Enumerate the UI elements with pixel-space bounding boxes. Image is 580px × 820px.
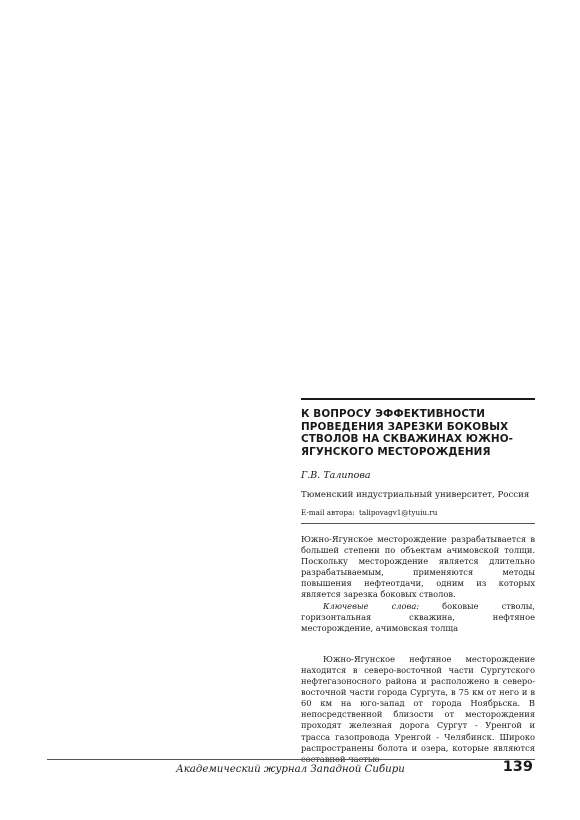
body-paragraph: Южно-Ягунское нефтяное месторождение находится в северо-восточной части Сургутского нефтегазоносного района и расположено в северо-восточной части города Сургута, в 75 км от него и в 60 км на юго-запад от города Ноябрьска. В непосредственной близости от месторождения проходят железная дорога Сургут - Уренгой и трасса газопровода Уренгой - Челябинск. Широко распространены болота и озера, которые являются bbox=[301, 653, 535, 753]
keywords-text: боковые стволы, горизонтальная скважина, нефтяное месторождение, ачимовская толща bbox=[301, 600, 535, 633]
journal-name: Академический журнал Западной Сибири bbox=[176, 764, 405, 775]
title-top-rule bbox=[301, 398, 535, 400]
article-title: К ВОПРОСУ ЭФФЕКТИВНОСТИ ПРОВЕДЕНИЯ ЗАРЕЗКИ БОКОВЫХ СТВОЛОВ НА СКВАЖИНАХ ЮЖНО- ЯГУНСКОГО МЕСТОРОЖДЕНИЯ bbox=[301, 408, 514, 458]
author-affiliation: Тюменский индустриальный университет, Россия bbox=[301, 490, 530, 500]
keywords-label: Ключевые слова: bbox=[323, 600, 420, 611]
abstract-text: Южно-Ягунское месторождение разрабатывается в большей степени по объектам ачимовской толщи. Поскольку месторождение является длительно разрабатываемым, применяются методы повышения нефтеотдачи, одним из которых является зарезка боковых стволов. bbox=[301, 534, 535, 600]
abstract-divider bbox=[301, 523, 535, 524]
article-header bbox=[301, 398, 535, 774]
page-number: 139 bbox=[502, 759, 533, 775]
author-email-line bbox=[301, 508, 535, 517]
footer-rule bbox=[47, 759, 535, 760]
email-label: E-mail автора: bbox=[301, 508, 355, 517]
email-address[interactable]: talipovagv1@tyuiu.ru bbox=[359, 508, 438, 517]
author-name: Г.В. Талипова bbox=[301, 470, 371, 481]
keywords-paragraph bbox=[301, 601, 535, 634]
